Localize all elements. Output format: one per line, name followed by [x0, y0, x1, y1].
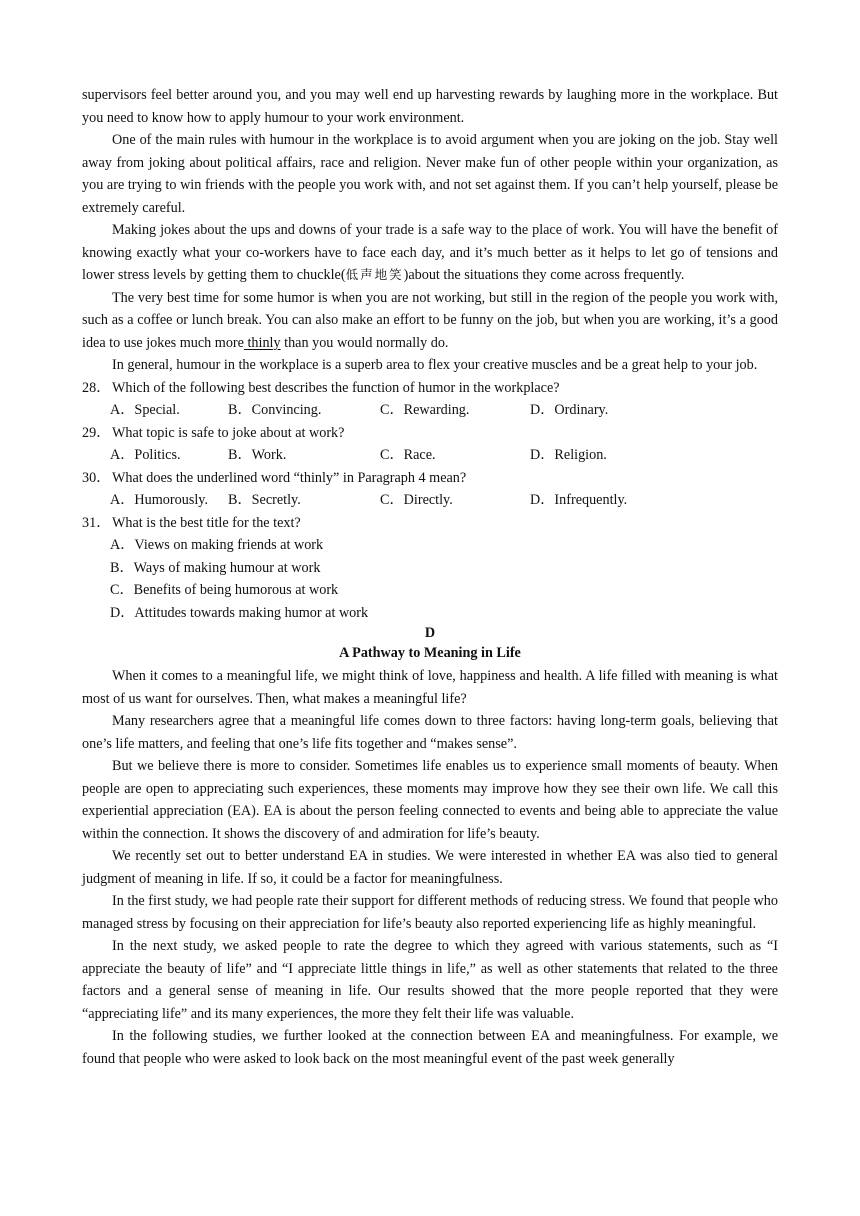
option-row: [82, 444, 778, 467]
paragraph: In the following studies, we further looked at the connection between EA and meaningfulness. For example, we found that people who were asked to look back on the most meaningful event of the past week generally: [82, 1028, 778, 1067]
paragraph: supervisors feel better around you, and you may well end up harvesting rewards by laughing more in the workplace. But you need to know how to apply humour to your work environment.: [82, 87, 778, 126]
paragraph: One of the main rules with humour in the workplace is to avoid argument when you are joking on the job. Stay well away from joking about political affairs, race and religion. Never make fun of other people within your organization, as you are trying to win friends with the people you work with, and not set against them. If you can’t help yourself, please be extremely careful.: [82, 132, 778, 216]
option-a[interactable]: A．Politics.: [110, 447, 181, 463]
question-31: [82, 512, 778, 535]
question-number: 28．: [82, 379, 111, 396]
paragraph: In the first study, we had people rate their support for different methods of reducing stress. We found that people who managed stress by focusing on their appreciation for life’s beauty also reported experiencing life as highly meaningful.: [82, 893, 778, 932]
paragraph: [82, 287, 778, 355]
question-30: [82, 467, 778, 490]
option-c[interactable]: C．Rewarding.: [380, 402, 470, 418]
text-run: )about the situations they come across frequently.: [403, 267, 685, 283]
option-row: [82, 399, 778, 422]
option-c[interactable]: C．Directly.: [380, 492, 453, 508]
question-text: What does the underlined word “thinly” in Paragraph 4 mean?: [112, 469, 467, 486]
option-a[interactable]: A．Special.: [110, 402, 180, 418]
option-b[interactable]: B．Convincing.: [228, 402, 322, 418]
question-number: 30．: [82, 469, 111, 486]
passage-title: A Pathway to Meaning in Life: [339, 645, 521, 661]
option-c[interactable]: C．Race.: [380, 447, 436, 463]
option-c[interactable]: C．Benefits of being humorous at work: [110, 582, 339, 598]
paragraph: When it comes to a meaningful life, we might think of love, happiness and health. A life filled with meaning is what most of us want for ourselves. Then, what makes a meaningful life?: [82, 668, 778, 707]
option-d[interactable]: D．Ordinary.: [530, 402, 609, 418]
question-number: 31．: [82, 514, 111, 531]
paragraph: Many researchers agree that a meaningful life comes down to three factors: having long-term goals, believing that one’s life matters, and feeling that one’s life fits together and “makes sense”.: [82, 713, 778, 752]
question-number: 29．: [82, 424, 111, 441]
option-b[interactable]: B．Secretly.: [228, 492, 301, 508]
paragraph: In the next study, we asked people to rate the degree to which they agreed with various statements, such as “I appreciate the beauty of life” and “I appreciate little things in life,” as well as other statements that related to the three factors and a general sense of meaning in life. Our results showed that the more people reported that they were “appreciating life” and its many experiences, the more they felt their life was valuable.: [82, 938, 778, 1022]
option-b[interactable]: B．Work.: [228, 447, 287, 463]
question-text: Which of the following best describes the function of humor in the workplace?: [112, 379, 560, 396]
question-29: [82, 422, 778, 445]
paragraph: But we believe there is more to consider. Sometimes life enables us to experience small moments of beauty. When people are open to appreciating such experiences, these moments may improve how they see their own life. We call this experiential appreciation (EA). EA is about the person feeling connected to events and being able to appreciate the value within the connection. It shows the discovery of and admiration for life’s beauty.: [82, 758, 778, 842]
underlined-word: thinly: [243, 334, 281, 351]
paragraph: [82, 219, 778, 287]
text-run: The very best time for some humor is when you are not working, but still in the region of the people you work with, such as a coffee or lunch break. You can also make an effort to be funny on the job, but when you are working, it’s a good idea to use jokes much more: [82, 289, 778, 351]
paragraph: We recently set out to better understand EA in studies. We were interested in whether EA was also tied to general judgment of meaning in life. If so, it could be a factor for meaningfulness.: [82, 848, 778, 887]
section-letter: D: [424, 625, 436, 641]
paragraph: In general, humour in the workplace is a superb area to flex your creative muscles and be a great help to your job.: [112, 357, 758, 373]
option-row: [82, 489, 778, 512]
text-run: than you would normally do.: [280, 334, 449, 351]
option-d[interactable]: D．Religion.: [530, 447, 607, 463]
question-text: What topic is safe to joke about at work?: [112, 424, 345, 441]
option-a[interactable]: A．Views on making friends at work: [110, 537, 324, 553]
text-run: Making jokes about the ups and downs of your trade is a safe way to the place of work. You will have the benefit of knowing exactly what your co-workers have to face each day, and it’s much better as it helps to let go of tensions and lower stress levels by getting them to chuckle(: [82, 222, 778, 283]
exam-page: [82, 84, 778, 1070]
option-d[interactable]: D．Infrequently.: [530, 492, 628, 508]
option-d[interactable]: D．Attitudes towards making humor at work: [110, 604, 369, 621]
option-a[interactable]: A．Humorously.: [110, 492, 208, 508]
question-text: What is the best title for the text?: [112, 514, 301, 531]
option-b[interactable]: B．Ways of making humour at work: [110, 559, 321, 576]
chinese-gloss: 低声地笑: [345, 267, 404, 282]
question-28: [82, 377, 778, 400]
